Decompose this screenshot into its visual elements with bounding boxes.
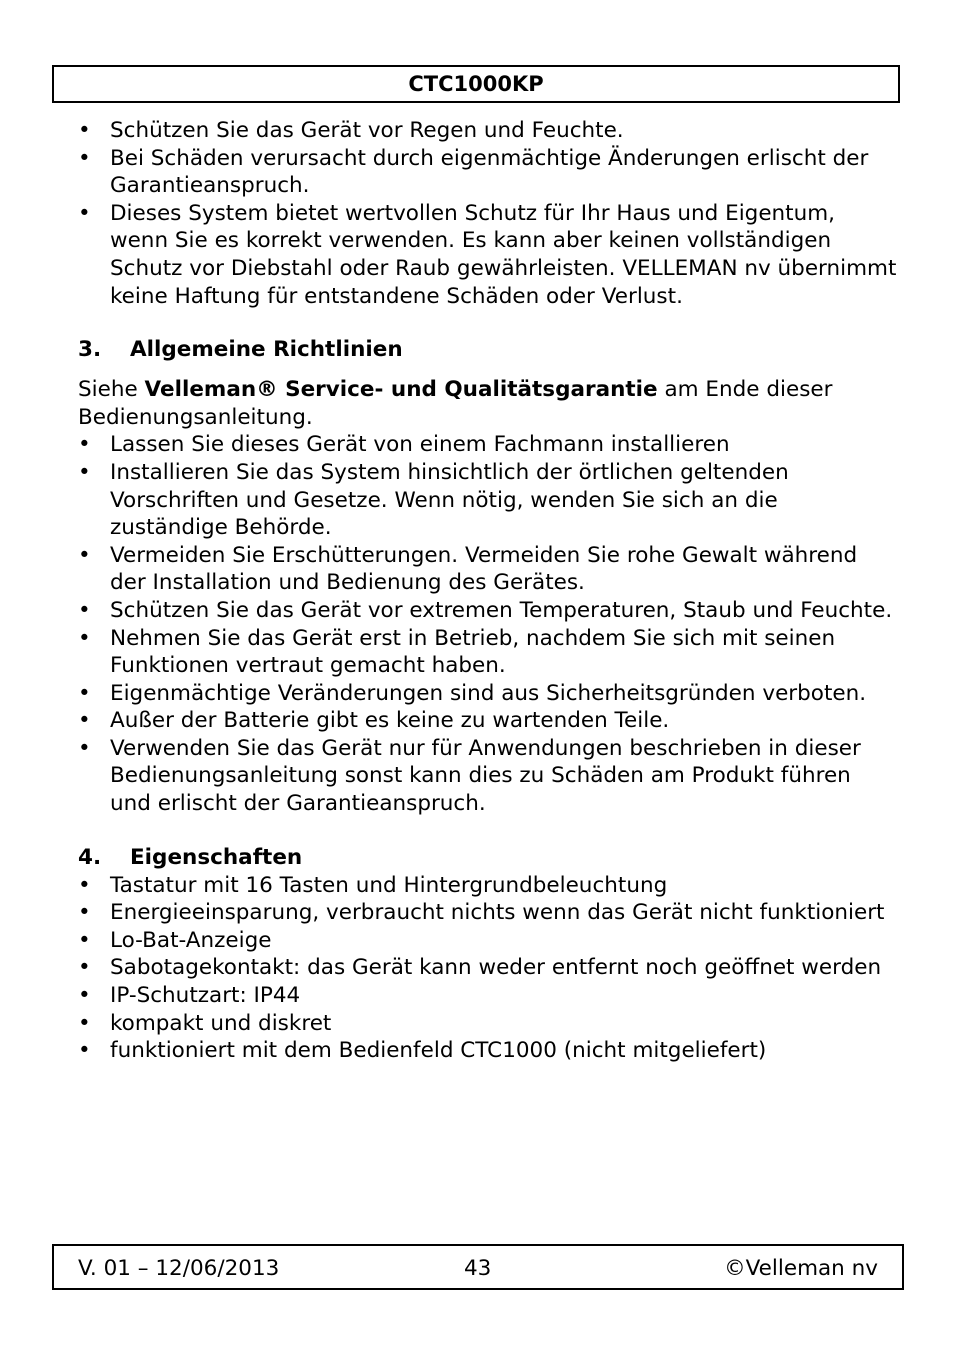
list-item: • IP-Schutzart: IP44 bbox=[78, 983, 301, 1009]
section-heading-4 bbox=[78, 844, 898, 872]
copyright: ©Velleman nv bbox=[724, 1256, 878, 1281]
section-heading-3 bbox=[78, 336, 898, 364]
bullet-glyph: • bbox=[78, 597, 91, 623]
list-item: • kompakt und diskret bbox=[78, 1010, 332, 1036]
list-item: • Außer der Batterie gibt es keine zu wartenden Teile. bbox=[78, 708, 670, 734]
bullet-glyph: • bbox=[78, 459, 91, 485]
section-number: 4. bbox=[78, 844, 102, 870]
bullet-glyph: • bbox=[78, 542, 91, 568]
bullet-glyph: • bbox=[78, 625, 91, 651]
bullet-glyph: • bbox=[78, 1038, 91, 1064]
bullet-glyph: • bbox=[78, 955, 91, 981]
section-number: 3. bbox=[78, 337, 102, 363]
list-item: • Lo-Bat-Anzeige bbox=[78, 927, 272, 953]
list-item: • Lassen Sie dieses Gerät von einem Fachmann installieren bbox=[78, 432, 730, 458]
bullet-glyph: • bbox=[78, 145, 91, 171]
bullet-glyph: • bbox=[78, 118, 91, 143]
bullet-glyph: • bbox=[78, 927, 91, 953]
bullet-glyph: • bbox=[78, 1010, 91, 1036]
bullet-glyph: • bbox=[78, 708, 91, 734]
warranty-reference: Velleman® Service- und Qualitätsgarantie bbox=[144, 377, 658, 403]
list-item: • Schützen Sie das Gerät vor Regen und Feuchte. bbox=[78, 118, 624, 143]
section-title: Eigenschaften bbox=[130, 844, 303, 870]
list-item: • Energieeinsparung, verbraucht nichts wenn das Gerät nicht funktioniert bbox=[78, 900, 885, 926]
list-item: • Verwenden Sie das Gerät nur für Anwendungen beschrieben in dieser Bedienungsanleitung sonst kann dies zu Schäden am Produkt führen und erlischt der Garantieanspruch. bbox=[78, 735, 861, 817]
version-date: V. 01 – 12/06/2013 bbox=[78, 1256, 280, 1281]
guidelines-bullet-list bbox=[78, 431, 898, 817]
bullet-glyph: • bbox=[78, 872, 91, 898]
bullet-glyph: • bbox=[78, 983, 91, 1009]
bullet-glyph: • bbox=[78, 735, 91, 761]
list-item: • Installieren Sie das System hinsichtlich der örtlichen geltenden Vorschriften und Gesetze. Wenn nötig, wenden Sie sich an die zuständige Behörde. bbox=[78, 459, 789, 541]
list-item: • Eigenmächtige Veränderungen sind aus Sicherheitsgründen verboten. bbox=[78, 680, 867, 706]
list-item: • funktioniert mit dem Bedienfeld CTC1000 (nicht mitgeliefert) bbox=[78, 1038, 767, 1064]
bullet-glyph: • bbox=[78, 900, 91, 926]
bullet-glyph: • bbox=[78, 432, 91, 458]
page-number: 43 bbox=[464, 1256, 492, 1281]
bullet-glyph: • bbox=[78, 200, 91, 226]
intro-bullet-list bbox=[78, 117, 898, 310]
list-item: • Bei Schäden verursacht durch eigenmächtige Änderungen erlischt der Garantieanspruch. bbox=[78, 145, 869, 199]
bullet-glyph: • bbox=[78, 680, 91, 706]
list-item: • Sabotagekontakt: das Gerät kann weder entfernt noch geöffnet werden bbox=[78, 955, 882, 981]
model-title: CTC1000KP bbox=[408, 72, 544, 96]
list-item: • Schützen Sie das Gerät vor extremen Temperaturen, Staub und Feuchte. bbox=[78, 597, 893, 623]
list-item: • Dieses System bietet wertvollen Schutz für Ihr Haus und Eigentum, wenn Sie es korrekt verwenden. Es kann aber keinen vollständigen Schutz vor Diebstahl oder Raub gewährleisten. VELLEMAN nv übernimmt keine Haftung für entstandene Schäden oder Verlust. bbox=[78, 200, 897, 309]
features-bullet-list bbox=[78, 872, 898, 1065]
page-content bbox=[78, 117, 898, 1065]
list-item: • Nehmen Sie das Gerät erst in Betrieb, nachdem Sie sich mit seinen Funktionen vertraut gemacht haben. bbox=[78, 625, 836, 679]
section-intro-paragraph: Siehe Velleman® Service- und Qualitätsgarantie am Ende dieser Bedienungsanleitung. bbox=[78, 377, 833, 430]
section-title: Allgemeine Richtlinien bbox=[130, 337, 403, 363]
list-item: • Vermeiden Sie Erschütterungen. Vermeiden Sie rohe Gewalt während der Installation und Bedienung des Gerätes. bbox=[78, 542, 858, 596]
page-footer bbox=[52, 1244, 904, 1290]
list-item: • Tastatur mit 16 Tasten und Hintergrundbeleuchtung bbox=[78, 872, 668, 898]
page-header bbox=[52, 65, 900, 103]
